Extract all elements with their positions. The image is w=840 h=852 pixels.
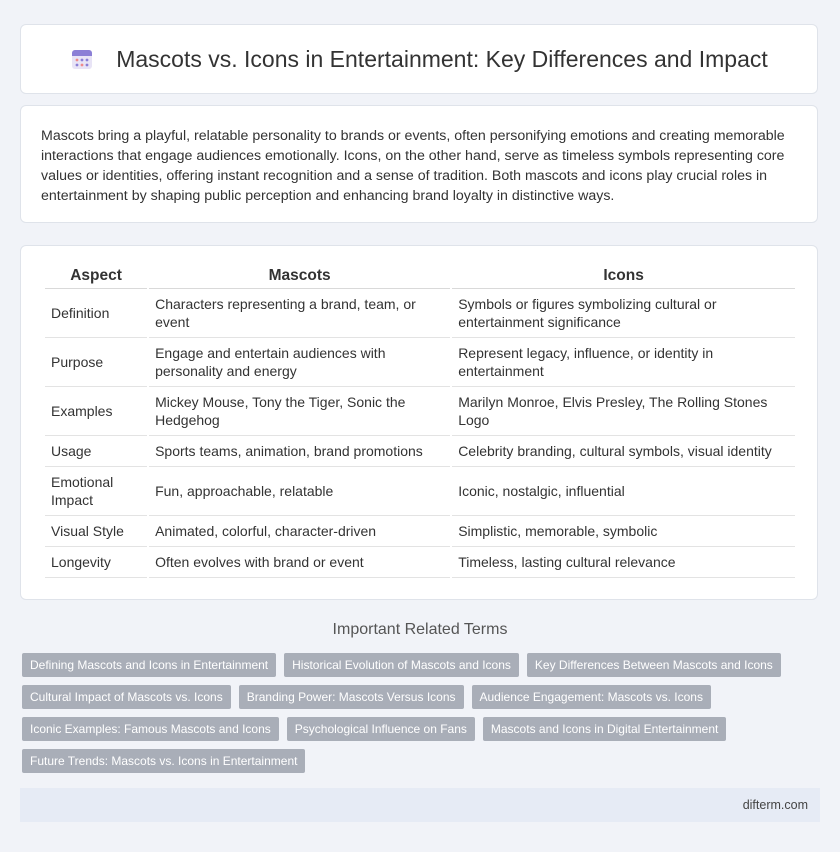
footer-brand-link[interactable]: difterm.com xyxy=(742,798,808,812)
header-aspect: Aspect xyxy=(45,264,147,289)
intro-text: Mascots bring a playful, relatable personality to brands or events, often personifying emotions and creating memorable interactions that engage audiences emotionally. Icons, on the other hand, serve as timeless symbols representing core values or identities, offering instant recognition and a sense of tradition. Both mascots and icons play crucial roles in entertainment by shaping public perception and enhancing brand loyalty in distinctive ways. xyxy=(41,128,785,204)
table-row xyxy=(45,516,795,547)
cell-icons: Iconic, nostalgic, influential xyxy=(452,467,795,516)
intro-card xyxy=(20,105,818,223)
calendar-icon xyxy=(70,47,94,71)
related-terms-tags xyxy=(22,653,818,773)
title-wrap xyxy=(21,25,817,93)
cell-icons: Celebrity branding, cultural symbols, visual identity xyxy=(452,436,795,467)
comparison-table xyxy=(43,264,797,578)
table-row xyxy=(45,387,795,436)
cell-icons: Marilyn Monroe, Elvis Presley, The Rolling Stones Logo xyxy=(452,387,795,436)
related-term-tag[interactable]: Key Differences Between Mascots and Icons xyxy=(527,653,781,677)
cell-mascots: Engage and entertain audiences with personality and energy xyxy=(149,338,450,387)
comparison-table-card xyxy=(20,245,818,600)
table-row xyxy=(45,436,795,467)
table-header-row xyxy=(45,264,795,289)
table-row xyxy=(45,338,795,387)
cell-mascots: Fun, approachable, relatable xyxy=(149,467,450,516)
cell-icons: Timeless, lasting cultural relevance xyxy=(452,547,795,578)
table-row xyxy=(45,289,795,338)
related-term-tag[interactable]: Mascots and Icons in Digital Entertainment xyxy=(483,717,726,741)
header-icons: Icons xyxy=(452,264,795,289)
header-mascots: Mascots xyxy=(149,264,450,289)
cell-aspect: Emotional Impact xyxy=(45,467,147,516)
cell-mascots: Animated, colorful, character-driven xyxy=(149,516,450,547)
cell-aspect: Longevity xyxy=(45,547,147,578)
related-term-tag[interactable]: Future Trends: Mascots vs. Icons in Entertainment xyxy=(22,749,305,773)
cell-aspect: Definition xyxy=(45,289,147,338)
related-term-tag[interactable]: Iconic Examples: Famous Mascots and Icons xyxy=(22,717,279,741)
cell-mascots: Mickey Mouse, Tony the Tiger, Sonic the Hedgehog xyxy=(149,387,450,436)
cell-aspect: Examples xyxy=(45,387,147,436)
related-term-tag[interactable]: Historical Evolution of Mascots and Icons xyxy=(284,653,519,677)
cell-aspect: Purpose xyxy=(45,338,147,387)
cell-mascots: Characters representing a brand, team, or event xyxy=(149,289,450,338)
cell-icons: Simplistic, memorable, symbolic xyxy=(452,516,795,547)
cell-aspect: Visual Style xyxy=(45,516,147,547)
cell-aspect: Usage xyxy=(45,436,147,467)
table-row xyxy=(45,467,795,516)
related-terms-title: Important Related Terms xyxy=(332,621,508,638)
title-card xyxy=(20,24,818,94)
cell-icons: Symbols or figures symbolizing cultural or entertainment significance xyxy=(452,289,795,338)
cell-mascots: Sports teams, animation, brand promotions xyxy=(149,436,450,467)
related-term-tag[interactable]: Defining Mascots and Icons in Entertainment xyxy=(22,653,276,677)
cell-mascots: Often evolves with brand or event xyxy=(149,547,450,578)
related-term-tag[interactable]: Branding Power: Mascots Versus Icons xyxy=(239,685,464,709)
footer xyxy=(20,788,820,822)
related-term-tag[interactable]: Cultural Impact of Mascots vs. Icons xyxy=(22,685,231,709)
related-term-tag[interactable]: Audience Engagement: Mascots vs. Icons xyxy=(472,685,711,709)
page-title: Mascots vs. Icons in Entertainment: Key Differences and Impact xyxy=(116,45,768,72)
table-row xyxy=(45,547,795,578)
related-term-tag[interactable]: Psychological Influence on Fans xyxy=(287,717,475,741)
cell-icons: Represent legacy, influence, or identity in entertainment xyxy=(452,338,795,387)
